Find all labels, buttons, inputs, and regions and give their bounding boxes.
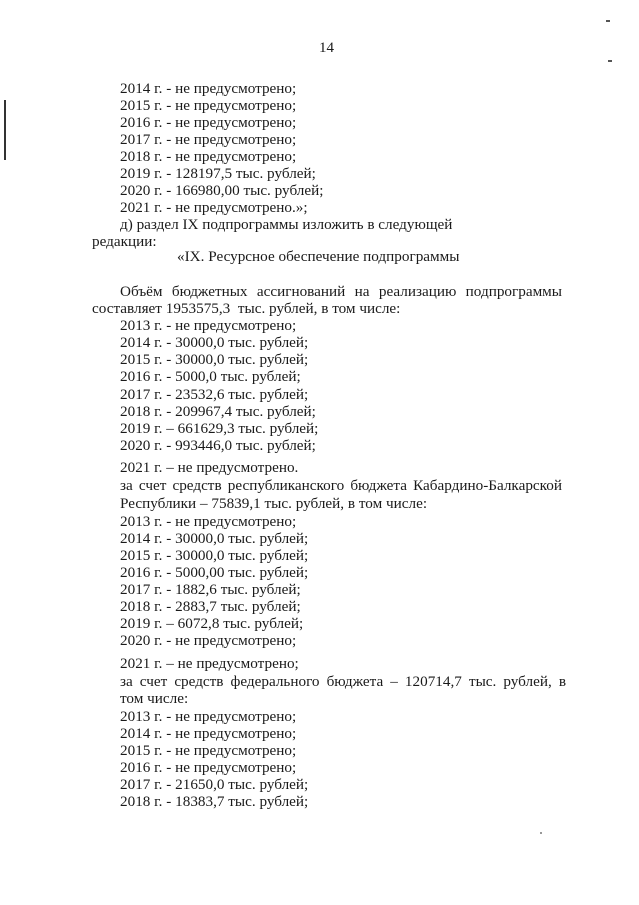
budget-line: 2021 г. – не предусмотрено; — [120, 655, 299, 672]
paragraph-line: за счет средств федерального бюджета – 120714,7 тыс. рублей, в — [120, 673, 566, 690]
budget-line: 2021 г. - не предусмотрено.»; — [120, 199, 308, 216]
budget-line: 2014 г. - не предусмотрено; — [120, 725, 297, 742]
paragraph-line: составляет 1953575,3 тыс. рублей, в том числе: — [92, 300, 401, 317]
scan-mark — [606, 20, 610, 22]
budget-line: 2017 г. - 21650,0 тыс. рублей; — [120, 776, 309, 793]
budget-line: 2018 г. - 2883,7 тыс. рублей; — [120, 598, 301, 615]
budget-line: 2014 г. - 30000,0 тыс. рублей; — [120, 334, 309, 351]
budget-line: 2016 г. - не предусмотрено; — [120, 759, 297, 776]
budget-line: 2016 г. - 5000,0 тыс. рублей; — [120, 368, 301, 385]
budget-line: 2021 г. – не предусмотрено. — [120, 459, 299, 476]
paragraph-line: Объём бюджетных ассигнований на реализацию подпрограммы — [120, 283, 562, 300]
scan-dot — [540, 832, 542, 834]
budget-line: 2014 г. - не предусмотрено; — [120, 80, 297, 97]
scan-mark — [608, 60, 612, 62]
budget-line: 2018 г. - 18383,7 тыс. рублей; — [120, 793, 309, 810]
budget-line: 2020 г. - не предусмотрено; — [120, 632, 297, 649]
budget-line: 2019 г. - 128197,5 тыс. рублей; — [120, 165, 316, 182]
paragraph-line: Республики – 75839,1 тыс. рублей, в том числе: — [120, 495, 428, 512]
budget-line: 2019 г. – 661629,3 тыс. рублей; — [120, 420, 319, 437]
budget-line: 2017 г. - 1882,6 тыс. рублей; — [120, 581, 301, 598]
budget-line: 2015 г. - не предусмотрено; — [120, 97, 297, 114]
amendment-item-d: д) раздел IX подпрограммы изложить в следующей — [120, 216, 453, 233]
paragraph-line: том числе: — [120, 690, 189, 707]
budget-line: 2018 г. - не предусмотрено; — [120, 148, 297, 165]
budget-line: 2016 г. - не предусмотрено; — [120, 114, 297, 131]
budget-line: 2013 г. - не предусмотрено; — [120, 708, 297, 725]
budget-line: 2017 г. - 23532,6 тыс. рублей; — [120, 386, 309, 403]
budget-line: 2020 г. - 166980,00 тыс. рублей; — [120, 182, 324, 199]
budget-line: 2015 г. - 30000,0 тыс. рублей; — [120, 547, 309, 564]
budget-line: 2016 г. - 5000,00 тыс. рублей; — [120, 564, 309, 581]
budget-line: 2013 г. - не предусмотрено; — [120, 513, 297, 530]
amendment-item-d-cont: редакции: — [92, 233, 157, 250]
budget-line: 2018 г. - 209967,4 тыс. рублей; — [120, 403, 316, 420]
budget-line: 2015 г. - 30000,0 тыс. рублей; — [120, 351, 309, 368]
budget-line: 2017 г. - не предусмотрено; — [120, 131, 297, 148]
budget-line: 2019 г. – 6072,8 тыс. рублей; — [120, 615, 304, 632]
budget-line: 2014 г. - 30000,0 тыс. рублей; — [120, 530, 309, 547]
left-margin-mark — [4, 100, 6, 160]
paragraph-line: за счет средств республиканского бюджета Кабардино-Балкарской — [120, 477, 562, 494]
budget-line: 2015 г. - не предусмотрено; — [120, 742, 297, 759]
budget-line: 2013 г. - не предусмотрено; — [120, 317, 297, 334]
section-heading: «IX. Ресурсное обеспечение подпрограммы — [177, 248, 460, 265]
budget-line: 2020 г. - 993446,0 тыс. рублей; — [120, 437, 316, 454]
page-number: 14 — [319, 40, 334, 56]
